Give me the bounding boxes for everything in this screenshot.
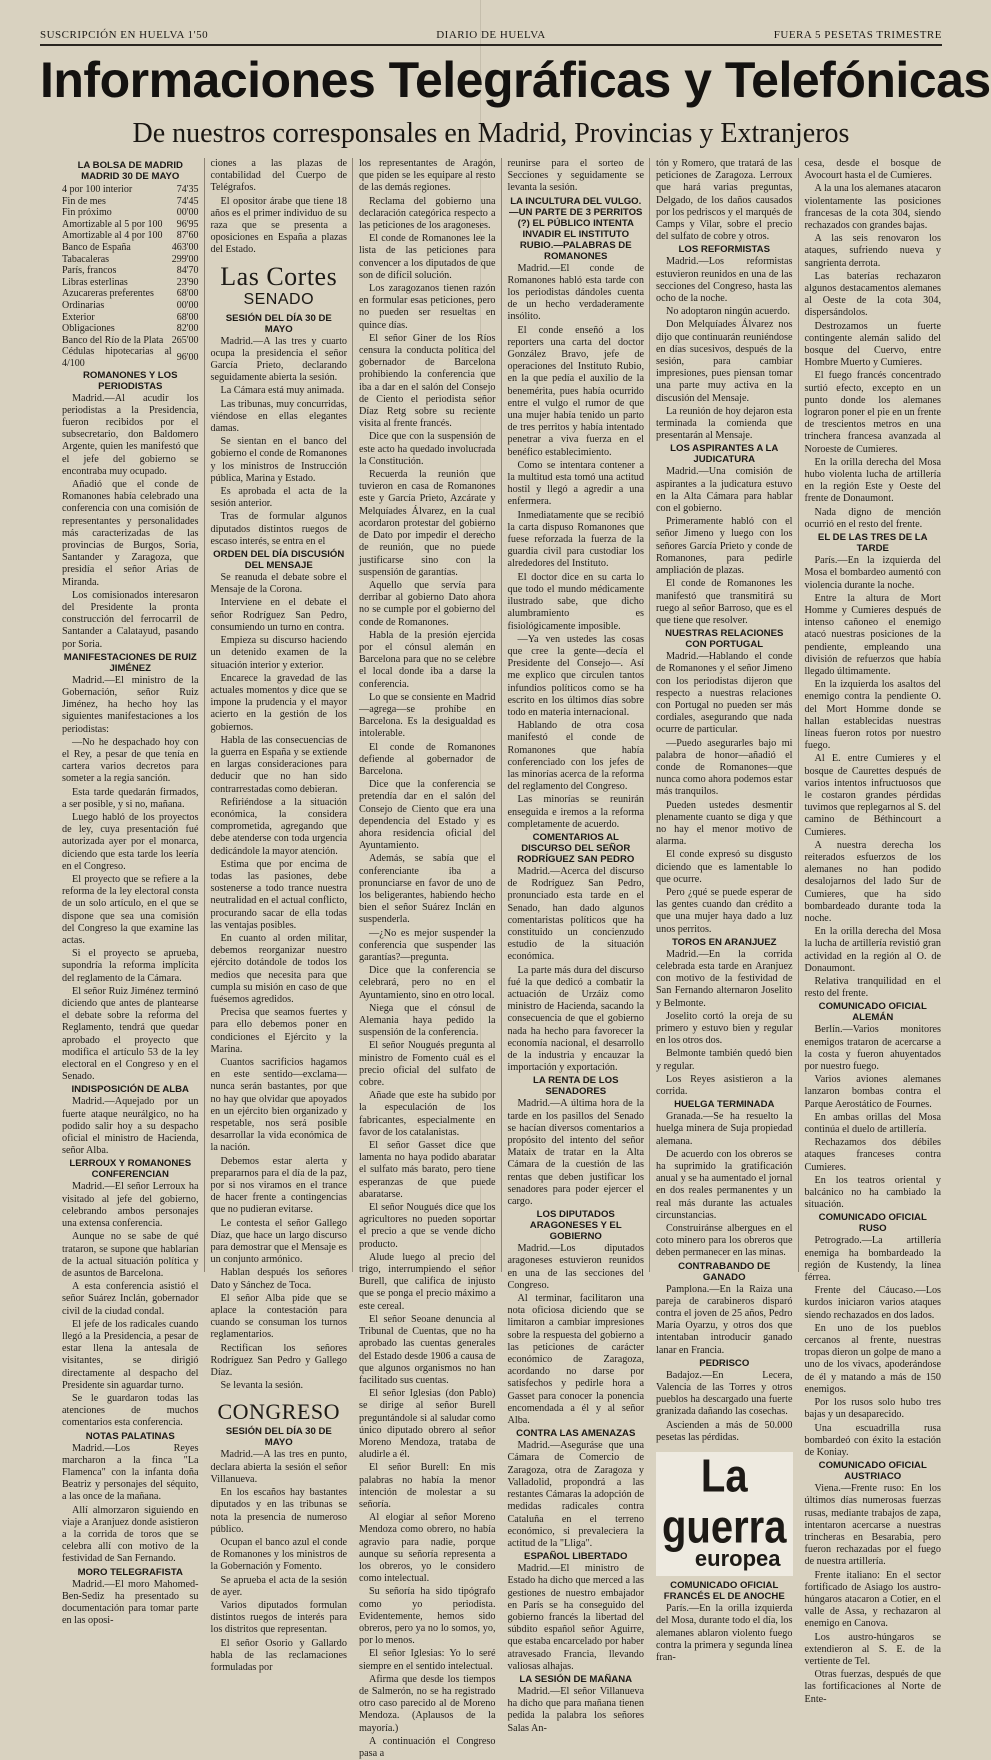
paragraph: Relativa tranquilidad en el resto del frente. — [804, 976, 941, 1000]
paragraph: En la orilla derecha del Mosa la lucha de artillería revistió gran actividad en la región al O. de Donaumont. — [804, 926, 941, 974]
section-heading: ROMANONES Y LOS PERIODISTAS — [82, 369, 178, 392]
paragraph: Varios aviones alemanes lanzaron bombas contra el Parque Aerostático de Fournes. — [804, 1074, 941, 1110]
stock-name: 4 por 100 interior — [62, 184, 133, 195]
paragraph: Dice que la conferencia se celebrará, pero no en el Ayuntamiento, sino en otro local. — [359, 965, 496, 1001]
paragraph: Madrid.—Una comisión de aspirantes a la judicatura estuvo en la Alta Cámara para hablar con el gobierno. — [656, 466, 793, 515]
stock-value: 74'45 — [176, 195, 199, 207]
paragraph: Afirma que desde los tiempos de Salmerón, no se ha registrado otro caso parecido al de Moreno Mendoza. (Aplausos de la mayoría.) — [359, 1673, 496, 1734]
paragraph: Construiránse albergues en el coto minero para los obreros que deben permanecer en las minas. — [656, 1223, 793, 1259]
subscription-price-outside: FUERA 5 PESETAS TRIMESTRE — [773, 29, 942, 41]
section-heading: SESIÓN DEL DÍA 30 DE MAYO — [225, 312, 332, 335]
paragraph: El opositor árabe que tiene 18 años es el primer individuo de su raza que se presenta a oposiciones en España a plazas del Estado. — [210, 195, 347, 256]
paragraph: El señor Burell: En mis palabras no había la menor intención de molestar a su señoría. — [359, 1462, 496, 1510]
paragraph: —Puedo asegurarles bajo mi palabra de honor—añadió el conde de Romanones—que nunca como ahora podemos estar más tranquilos. — [656, 737, 793, 798]
section-heading: SESIÓN DEL DÍA 30 DE MAYO — [225, 1426, 332, 1449]
paragraph: ciones a las plazas de contabilidad del Cuerpo de Telégrafos. — [210, 158, 347, 194]
paragraph: La reunión de hoy dejaron esta terminada la comienda que presentarán al Mensaje. — [656, 405, 793, 442]
paragraph: Las baterías rechazaron algunos destacamentos alemanes al Oeste de la cota 304, dispersándolos. — [804, 270, 941, 319]
section-heading: COMUNICADO OFICIAL ALEMÁN — [818, 1001, 927, 1024]
paragraph: Nada digno de mención ocurrió en el resto del frente. — [804, 506, 941, 530]
paragraph: Al E. entre Cumieres y el bosque de Caurettes después de varios intentos infructuosos que le costaron grandes pérdidas tuvimos que replegarnos al S. del camino de Béthincourt a Cumieres. — [804, 753, 941, 838]
stock-value: 00'00 — [176, 207, 199, 219]
paragraph: Pero ¿qué se puede esperar de las gentes cuando dan crédito a que una mujer haya dado a luz unos perritos. — [656, 886, 793, 935]
war-section-banner — [656, 1452, 793, 1576]
paragraph: Madrid.—El ministro de Estado ha dicho que merced a las gestiones de nuestro embajador en París se ha conseguido del gobierno francés la libertad del súbdito español señor Aguirre, que estaba encarcelado por haber atravesado Francia, llevando valiosas alhajas. — [507, 1563, 644, 1672]
paragraph: Rectifican los señores Rodríguez San Pedro y Gallego Díaz. — [210, 1342, 347, 1379]
paragraph: Habla de las consecuencias de la guerra en España y se extiende en largas consideraciones para deducir que no han sido contrarrestadas como debieran. — [210, 734, 347, 795]
paragraph: En ambas orillas del Mosa continúa el duelo de artillería. — [804, 1111, 941, 1136]
paragraph: Madrid.—El moro Mahomed-Ben-Sediz ha presentado su documentación para tomar parte en las oposi- — [62, 1578, 199, 1627]
stock-value: 84'70 — [176, 265, 199, 277]
stock-value: 68'00 — [176, 311, 199, 323]
paragraph: Añade que este ha subido por la especulación de los fabricantes, especialmente en favor de los catalanistas. — [359, 1090, 496, 1138]
paragraph: Petrogrado.—La artillería enemiga ha bombardeado la región de Kustendy, la línea férrea. — [804, 1235, 941, 1284]
paragraph: Rechazamos dos débiles ataques franceses contra Cumieres. — [804, 1137, 941, 1173]
paragraph: Madrid.—Los reformistas estuvieron reunidos en una de las secciones del Congreso, hasta las ocho de la noche. — [656, 256, 793, 305]
paragraph: Las tribunas, muy concurridas, viéndose en ellas elegantes damas. — [210, 398, 347, 435]
paragraph: A esta conferencia asistió el señor Suárez Inclán, gobernador civil de la ciudad condal. — [62, 1281, 199, 1317]
paragraph: Madrid.—En la corrida celebrada esta tarde en Aranjuez con motivo de la festividad de San Fernando alternaron Joselito y Belmonte. — [656, 948, 793, 1009]
stock-name: Banco del Río de la Plata — [62, 334, 164, 346]
paragraph: Habla de la presión ejercida por el cónsul alemán en Barcelona para que no se celebre el local donde iba a darse la conferencia. — [359, 629, 496, 690]
paragraph: El jefe de los radicales cuando llegó a la Presidencia, a pesar de estar llena la antesala de visitantes, se dirigió directamente al despacho del Presidente sin aguardar turno. — [62, 1318, 199, 1391]
paragraph: Estima que por encima de todas las pasiones, debe sostenerse a todo trance nuestra neutralidad en el actual conflicto, procurando sacar de ella todas las ventajas posibles. — [210, 858, 347, 931]
paragraph: Al terminar, facilitaron una nota oficiosa diciendo que se limitaron a cambiar impresiones sobre la respuesta del gobierno a las peticiones de carácter económico de Zaragoza, acordando no darse por satisfechos y pedirle hora a Gasset para conocer la ponencia encomendada a él y al señor Alba. — [507, 1293, 644, 1427]
paragraph: El señor Osorio y Gallardo habla de las reclamaciones formuladas por — [210, 1637, 347, 1673]
section-heading: LA RENTA DE LOS SENADORES — [533, 1075, 619, 1098]
paragraph: Se levanta la sesión. — [220, 1380, 304, 1392]
paragraph: Tras de formular algunos diputados distintos ruegos de escaso interés, se entra en el — [210, 511, 347, 547]
paragraph: Le contesta el señor Gallego Díaz, que hace un largo discurso para demostrar que el Mensaje es un conjunto armónico. — [210, 1217, 347, 1266]
paragraph: Madrid.—Hablando el conde de Romanones y el señor Jimeno con los periodistas dijeron que respecto a nuestras relaciones con Portugal no pueden ser más cordiales, asegurando que nada ocurre de particular. — [656, 651, 793, 736]
paragraph: Ocupan el banco azul el conde de Romanones y los ministros de la Gobernación y Fomento. — [210, 1536, 347, 1573]
paragraph: El señor Iglesias: Yo lo seré siempre en el sentido intelectual. — [359, 1648, 496, 1672]
paragraph: Frente del Cáucaso.—Los kurdos iniciaron varios ataques siendo rechazados en dos lados. — [804, 1285, 941, 1321]
section-heading: LERROUX Y ROMANONES CONFERENCIAN — [69, 1158, 192, 1181]
paragraph: Madrid.—A última hora de la tarde en los pasillos del Senado se hacían diversos comentarios a propósito del intento del señor Mataix de tratar en la Alta Cámara de la cuestión de las rentas que deben justificar los senadores para poder ejercer el cargo. — [507, 1098, 644, 1208]
stock-name: Obligaciones — [62, 323, 115, 335]
masthead-title: Informaciones Telegráficas y Telefónicas — [40, 52, 991, 108]
paragraph: Viena.—Frente ruso: En los últimos días numerosas fuerzas rusas, mediante trabajos de zapa, intentaron acercarse a nuestras trincheras en Besarabia, pero fueron rechazadas por el fuego de nuestra artillería. — [804, 1483, 941, 1568]
paragraph: El señor Iglesias (don Pablo) se dirige al señor Burell preguntándole si al saludar como único diputado obrero al señor Moreno Mendoza, trataba de aludirle a él. — [359, 1388, 496, 1461]
paragraph: Madrid.—El señor Villanueva ha dicho que para mañana tienen pedida la palabra los señores Salas An- — [507, 1685, 644, 1734]
stock-name: Fin próximo — [62, 207, 112, 219]
paragraph: Luego habló de los proyectos de ley, cuya presentación fué autorizada ayer por el monarca, diciendo que esta tarde los leería en el Congreso. — [62, 812, 199, 872]
paragraph: Su señoría ha sido tipógrafo como yo periodista. Evidentemente, hemos sido obreros, pero ya no lo somos, yo, por lo menos. — [359, 1586, 496, 1647]
section-heading: MANIFESTACIONES DE RUIZ JIMÉNEZ — [63, 651, 197, 674]
paragraph: París.—En la orilla izquierda del Mosa, durante todo el día, los alemanes ablaron violento fuego contra la primera y segunda línea fran- — [656, 1603, 793, 1663]
stock-row — [62, 288, 199, 300]
paragraph: Los austro-húngaros se extendieron al S. E. de la vertiente de Tel. — [804, 1631, 941, 1667]
stock-row — [62, 184, 199, 196]
stock-value: 265'00 — [171, 334, 199, 346]
paragraph: cesa, desde el bosque de Avocourt hasta el de Cumieres. — [804, 158, 941, 182]
paragraph: Se le guardaron todas las atenciones de muchos comentarios esta conferencia. — [62, 1392, 199, 1429]
stock-row — [62, 300, 199, 312]
paragraph: A las seis renovaron los ataques, sufriendo nueva y sangrienta derrota. — [804, 233, 941, 269]
paragraph: No adoptaron ningún acuerdo. — [666, 306, 790, 318]
paragraph: Entre la altura de Mort Homme y Cumieres después de intenso cañoneo el enemigo atacó nuestras posiciones de la pendiente, empleando una división de refuerzos que había llegado últimamente. — [804, 592, 941, 677]
paragraph: El conde de Romanones defiende al gobernador de Barcelona. — [359, 741, 496, 777]
stock-value: 96'00 — [176, 352, 199, 364]
stock-value: 463'00 — [171, 241, 199, 253]
column-3 — [359, 158, 502, 1759]
paragraph: Aunque no se sabe de qué trataron, se supone que hablarían de la actual situación política y de asuntos de Barcelona. — [62, 1231, 199, 1279]
paragraph: Dice que con la suspensión de este acto ha quedado involucrada la Constitución. — [359, 431, 496, 467]
stock-value: 68'00 — [176, 288, 199, 300]
paragraph: A la una los alemanes atacaron violentamente las posiciones francesas de la cota 304, siendo rechazados con grandes bajas. — [804, 183, 941, 232]
stock-name: Fin de mes — [62, 195, 106, 207]
column-2 — [210, 158, 354, 1673]
paragraph: En la izquierda los asaltos del enemigo contra la pendiente O. del Mort Homme donde se hallan establecidas nuestras líneas fueron rotos por nuestro fuego. — [804, 679, 941, 752]
section-heading: INDISPOSICIÓN DE ALBA — [71, 1084, 189, 1096]
paragraph: El conde de Romanones lee la lista de las peticiones para convencer a los diputados de que son de difícil solución. — [359, 233, 496, 281]
section-heading: LOS DIPUTADOS ARAGONESES Y EL GOBIERNO — [529, 1209, 622, 1243]
paragraph: El señor Giner de los Ríos censura la conducta política del gobernador de Barcelona prohibiendo la conferencia que iba a dar en el salón del Consejo de Ciento el periodista señor Díaz Retg sobre su reciente visita al frente francés. — [359, 332, 496, 430]
paragraph: Es aprobada el acta de la sesión anterior. — [210, 486, 347, 510]
stock-value: 82'00 — [176, 323, 199, 335]
paragraph: Alude luego al precio del trigo, interrumpiendo el señor Burell, que califica de injusto que se ponga el precio máximo a este cereal. — [359, 1251, 496, 1312]
paragraph: Allí almorzaron siguiendo en viaje a Aranjuez donde asistieron a la corrida de toros que se celebra allí con motivo de la festividad de San Fernando. — [62, 1504, 199, 1565]
stock-row — [62, 207, 199, 219]
war-banner-line2: europea — [694, 1546, 781, 1572]
section-heading: LOS REFORMISTAS — [678, 244, 770, 256]
stock-value: 23'90 — [176, 276, 199, 288]
paragraph: Precisa que seamos fuertes y para ello debemos poner en condiciones el Ejército y la Marina. — [210, 1007, 347, 1055]
paragraph: Refiriéndose a la situación económica, la considera comprometida, agregando que debe atenderse con toda urgencia dedicándole la mayor atención. — [210, 796, 347, 857]
section-heading: HUELGA TERMINADA — [674, 1099, 775, 1111]
section-heading: COMUNICADO OFICIAL FRANCÉS EL DE ANOCHE — [663, 1580, 785, 1603]
paragraph: Se sientan en el banco del gobierno el conde de Romanones y los ministros de Instrucción pública, Marina y Estado. — [210, 436, 347, 484]
column-4 — [507, 158, 651, 1734]
section-heading: CONTRA LAS AMENAZAS — [516, 1428, 636, 1440]
paragraph: El señor Gasset dice que lamenta no haya podido abaratar el sulfato más barato, pero tiene esperanzas de que puede abaratarse. — [359, 1140, 496, 1200]
paragraph: Pueden ustedes desmentir plenamente cuanto se diga y que no hay el menor motivo de alarma. — [656, 799, 793, 848]
paragraph: Niega que el cónsul de Alemania haya pedido la suspensión de la conferencia. — [359, 1002, 496, 1039]
paragraph: Se aprueba el acta de la sesión de ayer. — [210, 1574, 347, 1598]
paragraph: Al elogiar al señor Moreno Mendoza como obrero, no había agravio para nadie, porque aunque su señoría representa a los obreros, yo le considero como intelectual. — [359, 1512, 496, 1585]
paragraph: Madrid.—Los diputados aragoneses estuvieron reunidos en una de las secciones del Congreso. — [507, 1243, 644, 1291]
paragraph: reunirse para el sorteo de Secciones y seguidamente se levanta la sesión. — [507, 158, 644, 194]
stock-row — [62, 346, 199, 369]
paragraph: Se reanuda el debate sobre el Mensaje de la Corona. — [210, 572, 347, 596]
section-heading: MORO TELEGRAFISTA — [77, 1566, 183, 1578]
paragraph: Debemos estar alerta y prepararnos para el día de la paz, por si nos viramos en el trance de hacer frente a contingencias que no pudieran evitarse. — [210, 1155, 347, 1216]
stock-name: Exterior — [62, 311, 95, 323]
stock-row — [62, 277, 199, 289]
paragraph: Madrid.—Al acudir los periodistas a la Presidencia, fueron recibidos por el subsecretario, don Baldomero Argente, quien les manifestó que el jefe del gobierno se encontraba muy ocupado. — [62, 392, 199, 477]
paragraph: Empieza su discurso haciendo un detenido examen de la situación interior y exterior. — [210, 635, 347, 671]
paragraph: tón y Romero, que tratará de las peticiones de Zaragoza. Lerroux que hará varias preguntas, Delgado, de los daños causados por los pedriscos y el marqués de Camps y Vilar, sobre el precio del sulfato de cobre y otros. — [656, 158, 793, 243]
stock-row — [62, 219, 199, 231]
paragraph: El señor Nougués dice que los agricultores no pueden soportar el precio a que se vende dicho producto. — [359, 1202, 496, 1250]
paragraph: A continuación el Congreso pasa a — [359, 1735, 496, 1759]
stock-value: 87'60 — [176, 230, 199, 242]
stock-name: Amortizable al 4 por 100 — [62, 230, 163, 242]
paragraph: París.—En la izquierda del Mosa el bombardeo aumentó con violencia durante la noche. — [804, 555, 941, 591]
paragraph: Esta tarde quedarán firmados, a ser posible, y si no, mañana. — [62, 786, 199, 810]
paragraph: El conde expresó su disgusto diciendo que es lamentable lo que ocurre. — [656, 849, 793, 885]
paragraph: Inmediatamente que se recibió la carta dispuso Romanones que fuese reforzada la fuerza de la guardia civil para custodiar los alrededores del Instituto. — [507, 509, 644, 570]
paragraph: Berlín.—Varios monitores enemigos trataron de acercarse a la costa y fueron ahuyentados por nuestro fuego. — [804, 1024, 941, 1073]
section-heading: NUESTRAS RELACIONES CON PORTUGAL — [665, 628, 784, 651]
paragraph: Ascienden a más de 50.000 pesetas las pérdidas. — [656, 1419, 793, 1443]
paragraph: Madrid.—El conde de Romanones habló esta tarde con los periodistas dándoles cuenta de un hecho verdaderamente insólito. — [507, 262, 644, 323]
stock-name: Banco de España — [62, 241, 131, 253]
paragraph: El señor Seoane denuncia al Tribunal de Cuentas, que no ha aprobado las cuentas generales del Estado desde 1906 a causa de que algunos organismos no han facilitado sus cuentas. — [359, 1313, 496, 1386]
article-columns — [62, 158, 946, 1759]
paragraph: Como se intentara contener a la multitud esta tomó una actitud hostil y llegó a agredir a una enfermera. — [507, 459, 644, 508]
paragraph: El señor Nougués pregunta al ministro de Fomento cuál es el precio oficial del sulfato de cobre. — [359, 1040, 496, 1089]
paragraph: El señor Alba pide que se aplace la contestación para cuando se consuman los turnos reglamentarios. — [210, 1292, 347, 1341]
top-bar — [40, 26, 942, 46]
paragraph: En la orilla derecha del Mosa hubo violenta lucha de artillería en la región Este y Oeste del frente de Donaumont. — [804, 456, 941, 505]
section-heading: EL DE LAS TRES DE LA TARDE — [817, 532, 928, 555]
stock-name: Cédulas hipotecarias al 4/100 — [62, 346, 172, 369]
paragraph: Madrid.—Aseguráse que una Cámara de Comercio de Zaragoza, otra de Zaragoza y Valladolid, propondrá a las restantes Cámaras la adopción de medidas radicales contra Cataluña en el terreno económico, si prevaleciera la actitud de la "Lliga". — [507, 1440, 644, 1549]
stock-name: Azucareras preferentes — [62, 288, 154, 300]
paragraph: Otras fuerzas, después de que las fortificaciones al Norte de Ente- — [804, 1669, 941, 1705]
stock-name: Amortizable al 5 por 100 — [62, 218, 163, 230]
paragraph: Destrozamos un fuerte contingente alemán salido del bosque del Cuervo, entre Hombre Muerto y Cumieres. — [804, 320, 941, 369]
paragraph: El proyecto que se refiere a la reforma de la ley electoral consta de un solo artículo, en el que se dispone que sea una comisión del Congreso la que examine las actas. — [62, 874, 199, 947]
section-heading: COMUNICADO OFICIAL AUSTRIACO — [818, 1460, 927, 1483]
paragraph: El señor Ruiz Jiménez terminó diciendo que antes de plantearse el debate sobre la reforma del Reglamento, tendrá que quedar aprobado el proyecto que modifica el artículo 53 de la ley electoral en el Congreso y en el Senado. — [62, 985, 199, 1083]
paragraph: Hablan después los señores Dato y Sánchez de Toca. — [210, 1267, 347, 1291]
paragraph: Hablando de otra cosa manifestó el conde de Romanones que había conferenciado con los jefes de las minorías acerca de la reforma del reglamento del Congreso. — [507, 720, 644, 793]
paragraph: En los escaños hay bastantes diputados y en las tribunas se nota la presencia de numeroso público. — [210, 1487, 347, 1535]
paragraph: Por los rusos solo hubo tres bajas y un desaparecido. — [804, 1397, 941, 1421]
stock-row — [62, 265, 199, 277]
column-5 — [656, 158, 799, 1663]
stock-row — [62, 312, 199, 324]
stock-row — [62, 196, 199, 208]
paragraph: Varios diputados formulan distintos ruegos de interés para los distritos que representan. — [210, 1599, 347, 1636]
paragraph: Lo que se consiente en Madrid—agrega—se prohíbe en Barcelona. Es la desigualdad es intolerable. — [359, 691, 496, 740]
paragraph: Granada.—Se ha resuelto la huelga minera de Suja propiedad alemana. — [656, 1111, 793, 1147]
war-banner-line1: La guerra — [662, 1451, 787, 1553]
paragraph: Joselito cortó la oreja de su primero y estuvo bien y regular en los otros dos. — [656, 1010, 793, 1047]
section-heading: LA INCULTURA DEL VULGO.—UN PARTE DE 3 PERRITOS (?) EL PÚBLICO INTENTA INVADIR EL INSTITUTO RUBIO.—PALABRAS DE ROMANONES — [509, 195, 643, 262]
column-1 — [62, 158, 205, 1627]
paragraph: Badajoz.—En Lecera, Valencia de las Torres y otros pueblos ha descargado una fuerte granizada dañando las cosechas. — [656, 1369, 793, 1418]
paragraph: La parte más dura del discurso fué la que dedicó a combatir la actuación de Urzáiz como ministro de Hacienda, sacando la consecuencia de que el gobierno nada ha hecho para favorecer la economía nacional, el desarrollo de la industria y encauzar la importación y exportación. — [507, 964, 644, 1074]
section-heading: LOS ASPIRANTES A LA JUDICATURA — [670, 443, 779, 466]
paragraph: Belmonte también quedó bien y regular. — [656, 1048, 793, 1072]
stock-row — [62, 242, 199, 254]
stock-name: Ordinarias — [62, 299, 105, 311]
paragraph: El conde de Romanones les manifestó que transmitirá su ruego al señor Barroso, que es el que tiene que resolver. — [656, 578, 793, 626]
newspaper-name: DIARIO DE HUELVA — [436, 29, 546, 41]
paragraph: La Cámara está muy animada. — [220, 385, 345, 397]
paragraph: Además, se sabía que el conferenciante iba a pronunciarse en favor de uno de los beligerantes, habiendo hecho bien el señor Suárez Inclán en suspenderla. — [359, 853, 496, 926]
paragraph: Madrid.—Acerca del discurso de Rodríguez San Pedro, pronunciado esta tarde en el Senado, han dado algunos comentaristas políticos que ha constituido un concienzudo estudio de la situación económica. — [507, 865, 644, 963]
paragraph: Madrid.—El señor Lerroux ha visitado al jefe del gobierno, celebrando ambos personajes una extensa conferencia. — [62, 1181, 199, 1230]
paragraph: Frente italiano: En el sector fortificado de Asiago los austro-húngaros atacaron a Cotier, en el valle de Assa, y rechazaron al enemigo en Canova. — [804, 1569, 941, 1630]
paragraph: Encarece la gravedad de las actuales momentos y dice que se impone la prudencia y el mayor acierto en la gestión de los gobiernos. — [210, 672, 347, 733]
paragraph: Si el proyecto se aprueba, supondría la reforma implícita del reglamento de la Cámara. — [62, 948, 199, 984]
stock-name: París, francos — [62, 265, 117, 277]
paragraph: los representantes de Aragón, que piden se les equipare al resto de las demás regiones. — [359, 158, 496, 194]
paragraph: Los Reyes asistieron a la corrida. — [656, 1073, 793, 1098]
paragraph: —No he despachado hoy con el Rey, a pesar de que tenía en cartera varios decretos para someter a la regia sanción. — [62, 736, 199, 785]
paragraph: De acuerdo con los obreros se ha suprimido la gratificación anual y se ha aumentado el jornal en dos reales permanentes y un real más durante las actuales circunstancias. — [656, 1148, 793, 1221]
paragraph: Los zaragozanos tienen razón en formular esas peticiones, pero no pueden ser resueltas en quince días. — [359, 283, 496, 331]
paragraph: Una escuadrilla rusa bombardeó con éxito la estación de Koniay. — [804, 1422, 941, 1458]
paragraph: Cuantos sacrificios hagamos en este sentido—exclama—nunca serán bastantes, por que no hay que olvidar que apoyados en un ejército bien organizado y respetable, nos será posible desarrollar la vida económica de la nación. — [210, 1057, 347, 1154]
section-heading: ORDEN DEL DÍA DISCUSIÓN DEL MENSAJE — [213, 549, 345, 572]
section-title-cortes: Las Cortes — [220, 261, 338, 291]
paragraph: Madrid.—Los Reyes marcharon a la finca "La Flamenca" con la infanta doña Beatriz y personajes del séquito, a las once de la mañana. — [62, 1442, 199, 1503]
paragraph: Las minorías se reunirán enseguida e iremos a la reforma completamente de acuerdo. — [507, 794, 644, 830]
paragraph: Aquello que servía para derribar al gobierno Dato ahora no se cumple por el gobierno del conde de Romanones. — [359, 579, 496, 628]
paragraph: Recuerda la reunión que tuvieron en casa de Romanones este y García Prieto, Azcárate y Melquíades Álvarez, en la cual acordaron protestar del gobierno de Dato por impedir el derecho de reunión, que no puede justificarse sino con la suspensión de garantías. — [359, 469, 496, 578]
section-heading: PEDRISCO — [699, 1357, 750, 1369]
paragraph: Madrid.—El ministro de la Gobernación, señor Ruiz Jiménez, ha hecho hoy las siguientes manifestaciones a los periodistas: — [62, 674, 199, 735]
section-heading: COMUNICADO OFICIAL RUSO — [818, 1212, 927, 1235]
section-heading: CONTRABANDO DE GANADO — [678, 1260, 771, 1283]
paragraph: En cuanto al orden militar, debemos reorganizar nuestro ejército dotándole de todos los medios que necesita para que cumpla su misión en caso de que fuésemos agredidos. — [210, 932, 347, 1005]
section-heading: COMENTARIOS AL DISCURSO DEL SEÑOR RODRÍGUEZ SAN PEDRO — [517, 831, 635, 865]
stock-value: 00'00 — [176, 299, 199, 311]
section-subtitle-senado: SENADO — [243, 290, 315, 308]
paragraph: El conde enseñó a los reporters una carta del doctor González Bravo, jefe de operaciones del Instituto Rubio, en la que pedía el auxilio de la benemérita, pues había ocurrido entre el vulgo el rumor de que una mujer había tenido un parto de tres perritos y había intentado penetrar a viva fuerza en el benéfico establecimiento. — [507, 324, 644, 458]
stock-row — [62, 230, 199, 242]
section-heading: LA SESIÓN DE MAÑANA — [519, 1673, 633, 1685]
paragraph: Pamplona.—En la Raiza una pareja de carabineros disparó contra el joven de 25 años, Pedro María Oyarzu, y otros dos que intentaban introducir ganado lanar en Francia. — [656, 1283, 793, 1356]
section-heading: NOTAS PALATINAS — [85, 1430, 175, 1442]
paragraph: Reclama del gobierno una declaración categórica respecto a las peticiones de los aragoneses. — [359, 195, 496, 232]
stock-name: Tabacaleras — [62, 253, 110, 265]
stock-table-title: LA BOLSA DE MADRID MADRID 30 DE MAYO — [77, 160, 183, 182]
paragraph: Madrid.—A las tres en punto, declara abierta la sesión el señor Villanueva. — [210, 1449, 347, 1485]
column-6 — [804, 158, 947, 1705]
paragraph: Interviene en el debate el señor Rodríguez San Pedro, consumiendo un turno en contra. — [210, 597, 347, 633]
paragraph: A nuestra derecha los reiterados esfuerzos de los alemanes no han podido desalojarnos del lado Sur de Cumieres, que ha sido bombardeado durante toda la noche. — [804, 839, 941, 924]
stock-row — [62, 323, 199, 335]
paragraph: En uno de los pueblos cercanos al frente, nuestras tropas dieron un golpe de mano a uno de los vivacs, apoderándose de él y matando a más de 150 enemigos. — [804, 1322, 941, 1395]
paragraph: Madrid.—A las tres y cuarto ocupa la presidencia el señor García Prieto, declarando seguidamente abierta la sesión. — [210, 335, 347, 384]
paragraph: Los comisionados interesaron del Presidente la pronta construcción del ferrocarril de Santander a Calatayud, pasando por Soria. — [62, 589, 199, 650]
masthead-subtitle: De nuestros corresponsales en Madrid, Provincias y Extranjeros — [132, 118, 850, 149]
stock-row — [62, 254, 199, 266]
paragraph: Dice que la conferencia se pretendía dar en el salón del Consejo de Ciento que era una dependencia del Estado y es ahora residencia oficial del Ayuntamiento. — [359, 779, 496, 852]
stock-table — [62, 184, 199, 370]
subscription-price-local: SUSCRIPCIÓN EN HUELVA 1'50 — [40, 29, 209, 41]
paragraph: El doctor dice en su carta lo que todo el mundo médicamente ilustrado sabe, que dicho alumbramiento es fisiológicamente imposible. — [507, 571, 644, 632]
section-title-congreso: CONGRESO — [217, 1399, 341, 1425]
section-heading: TOROS EN ARANJUEZ — [672, 936, 777, 948]
stock-name: Libras esterlinas — [62, 276, 128, 288]
stock-value: 299'00 — [171, 253, 199, 265]
paragraph: Primeramente habló con el señor Jimeno y luego con los señores García Prieto y conde de Romanones, para pedirle ampliación de plazas. — [656, 516, 793, 577]
paragraph: El fuego francés concentrado surtió efecto, excepto en un punto donde los alemanes lograron poner el pie en un frente de trescientos metros en una trinchera francesa avanzada al Noroeste de Cumieres. — [804, 370, 941, 455]
paragraph: En los teatros oriental y balcánico no ha cambiado la situación. — [804, 1174, 941, 1211]
paragraph: Añadió que el conde de Romanones había celebrado una conferencia con una comisión de representantes y personalidades más caracterizadas de las provincias de Burgos, Soria, Santander y Zaragoza, que presidía el señor Arias de Miranda. — [62, 478, 199, 588]
stock-value: 96'95 — [176, 218, 199, 230]
paragraph: Madrid.—Aquejado por un fuerte ataque neurálgico, no ha podido salir hoy a su despacho oficial el ministro de Hacienda, señor Alba. — [62, 1096, 199, 1157]
paragraph: —Ya ven ustedes las cosas que cree la gente—decía el Presidente del Consejo—. Así me explico que circulen tantos infundios políticos como se ha escrito en los últimos días sobre todo en materia internacional. — [507, 633, 644, 718]
paragraph: —¿No es mejor suspender la conferencia que suspender las garantías?—pregunta. — [359, 927, 496, 963]
paragraph: Don Melquíades Álvarez nos dijo que continuarán reuniéndose en días sucesivos, después de la sesión, para cambiar impresiones, pues piensan tomar una parte muy activa en la discusión del Mensaje. — [656, 319, 793, 404]
section-heading: ESPAÑOL LIBERTADO — [524, 1551, 628, 1563]
stock-value: 74'35 — [176, 184, 199, 195]
stock-row — [62, 335, 199, 347]
